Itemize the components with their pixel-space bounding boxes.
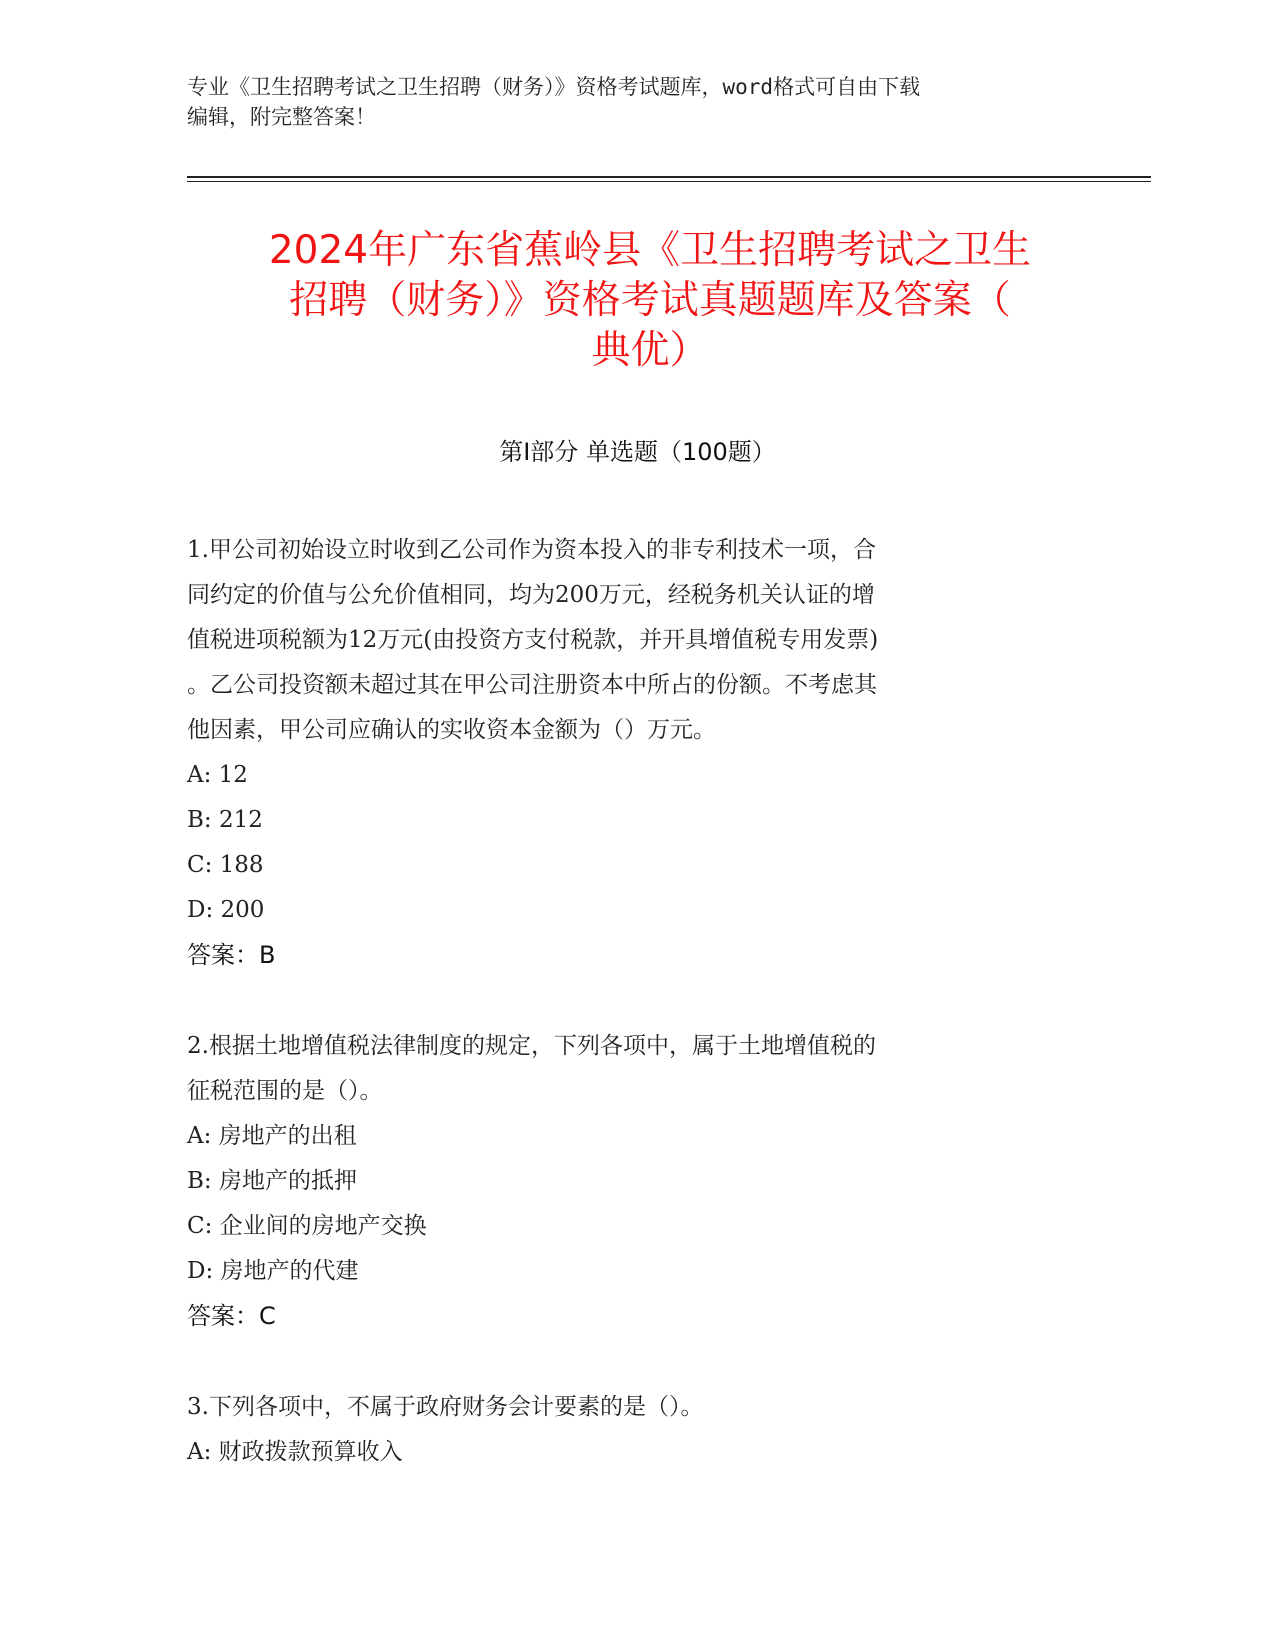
- spacer: [187, 1339, 1067, 1385]
- option-d: D: 房地产的代建: [187, 1258, 359, 1284]
- option-a: A: 财政拨款预算收入: [187, 1439, 403, 1465]
- option-a: A: 12: [187, 762, 248, 788]
- option-c: C: 188: [187, 852, 264, 878]
- header-note-line: 专业《卫生招聘考试之卫生招聘（财务）》资格考试题库，word格式可自由下载: [187, 75, 921, 99]
- question-text-line: 他因素，甲公司应确认的实收资本金额为（）万元。: [187, 717, 716, 743]
- header-note-line: 编辑，附完整答案！: [187, 105, 376, 129]
- question-text-line: 值税进项税额为12万元(由投资方支付税款，并开具增值税专用发票): [187, 627, 879, 653]
- header-divider-thin: [187, 181, 1151, 182]
- title-line: 2024年广东省蕉岭县《卫生招聘考试之卫生: [268, 228, 1032, 273]
- question-list: [187, 528, 1067, 1475]
- answer-line: 答案：C: [187, 1302, 276, 1330]
- question-block: [187, 528, 1067, 978]
- section-heading: 第Ⅰ部分 单选题（100题）: [499, 438, 776, 466]
- question-text-line: 2.根据土地增值税法律制度的规定，下列各项中，属于土地增值税的: [187, 1033, 876, 1059]
- question-text-line: 同约定的价值与公允价值相同，均为200万元，经税务机关认证的增: [187, 582, 875, 608]
- question-text-line: 1.甲公司初始设立时收到乙公司作为资本投入的非专利技术一项，合: [187, 537, 876, 563]
- question-block: [187, 1385, 1067, 1475]
- header-note: [187, 72, 1087, 132]
- title-line: 典优）: [591, 328, 709, 373]
- option-a: A: 房地产的出租: [187, 1123, 357, 1149]
- header-divider: [187, 176, 1151, 178]
- question-text-line: 。乙公司投资额未超过其在甲公司注册资本中所占的份额。不考虑其: [187, 672, 877, 698]
- question-text-line: 3.下列各项中，不属于政府财务会计要素的是（）。: [187, 1394, 704, 1420]
- question-text-line: 征税范围的是（）。: [187, 1078, 383, 1104]
- option-c: C: 企业间的房地产交换: [187, 1213, 427, 1239]
- spacer: [187, 978, 1067, 1024]
- option-d: D: 200: [187, 897, 265, 923]
- page-title: [150, 226, 1150, 376]
- option-b: B: 212: [187, 807, 263, 833]
- title-line: 招聘（财务）》资格考试真题题库及答案（: [289, 278, 1011, 323]
- answer-line: 答案：B: [187, 941, 276, 969]
- question-block: [187, 1024, 1067, 1339]
- option-b: B: 房地产的抵押: [187, 1168, 357, 1194]
